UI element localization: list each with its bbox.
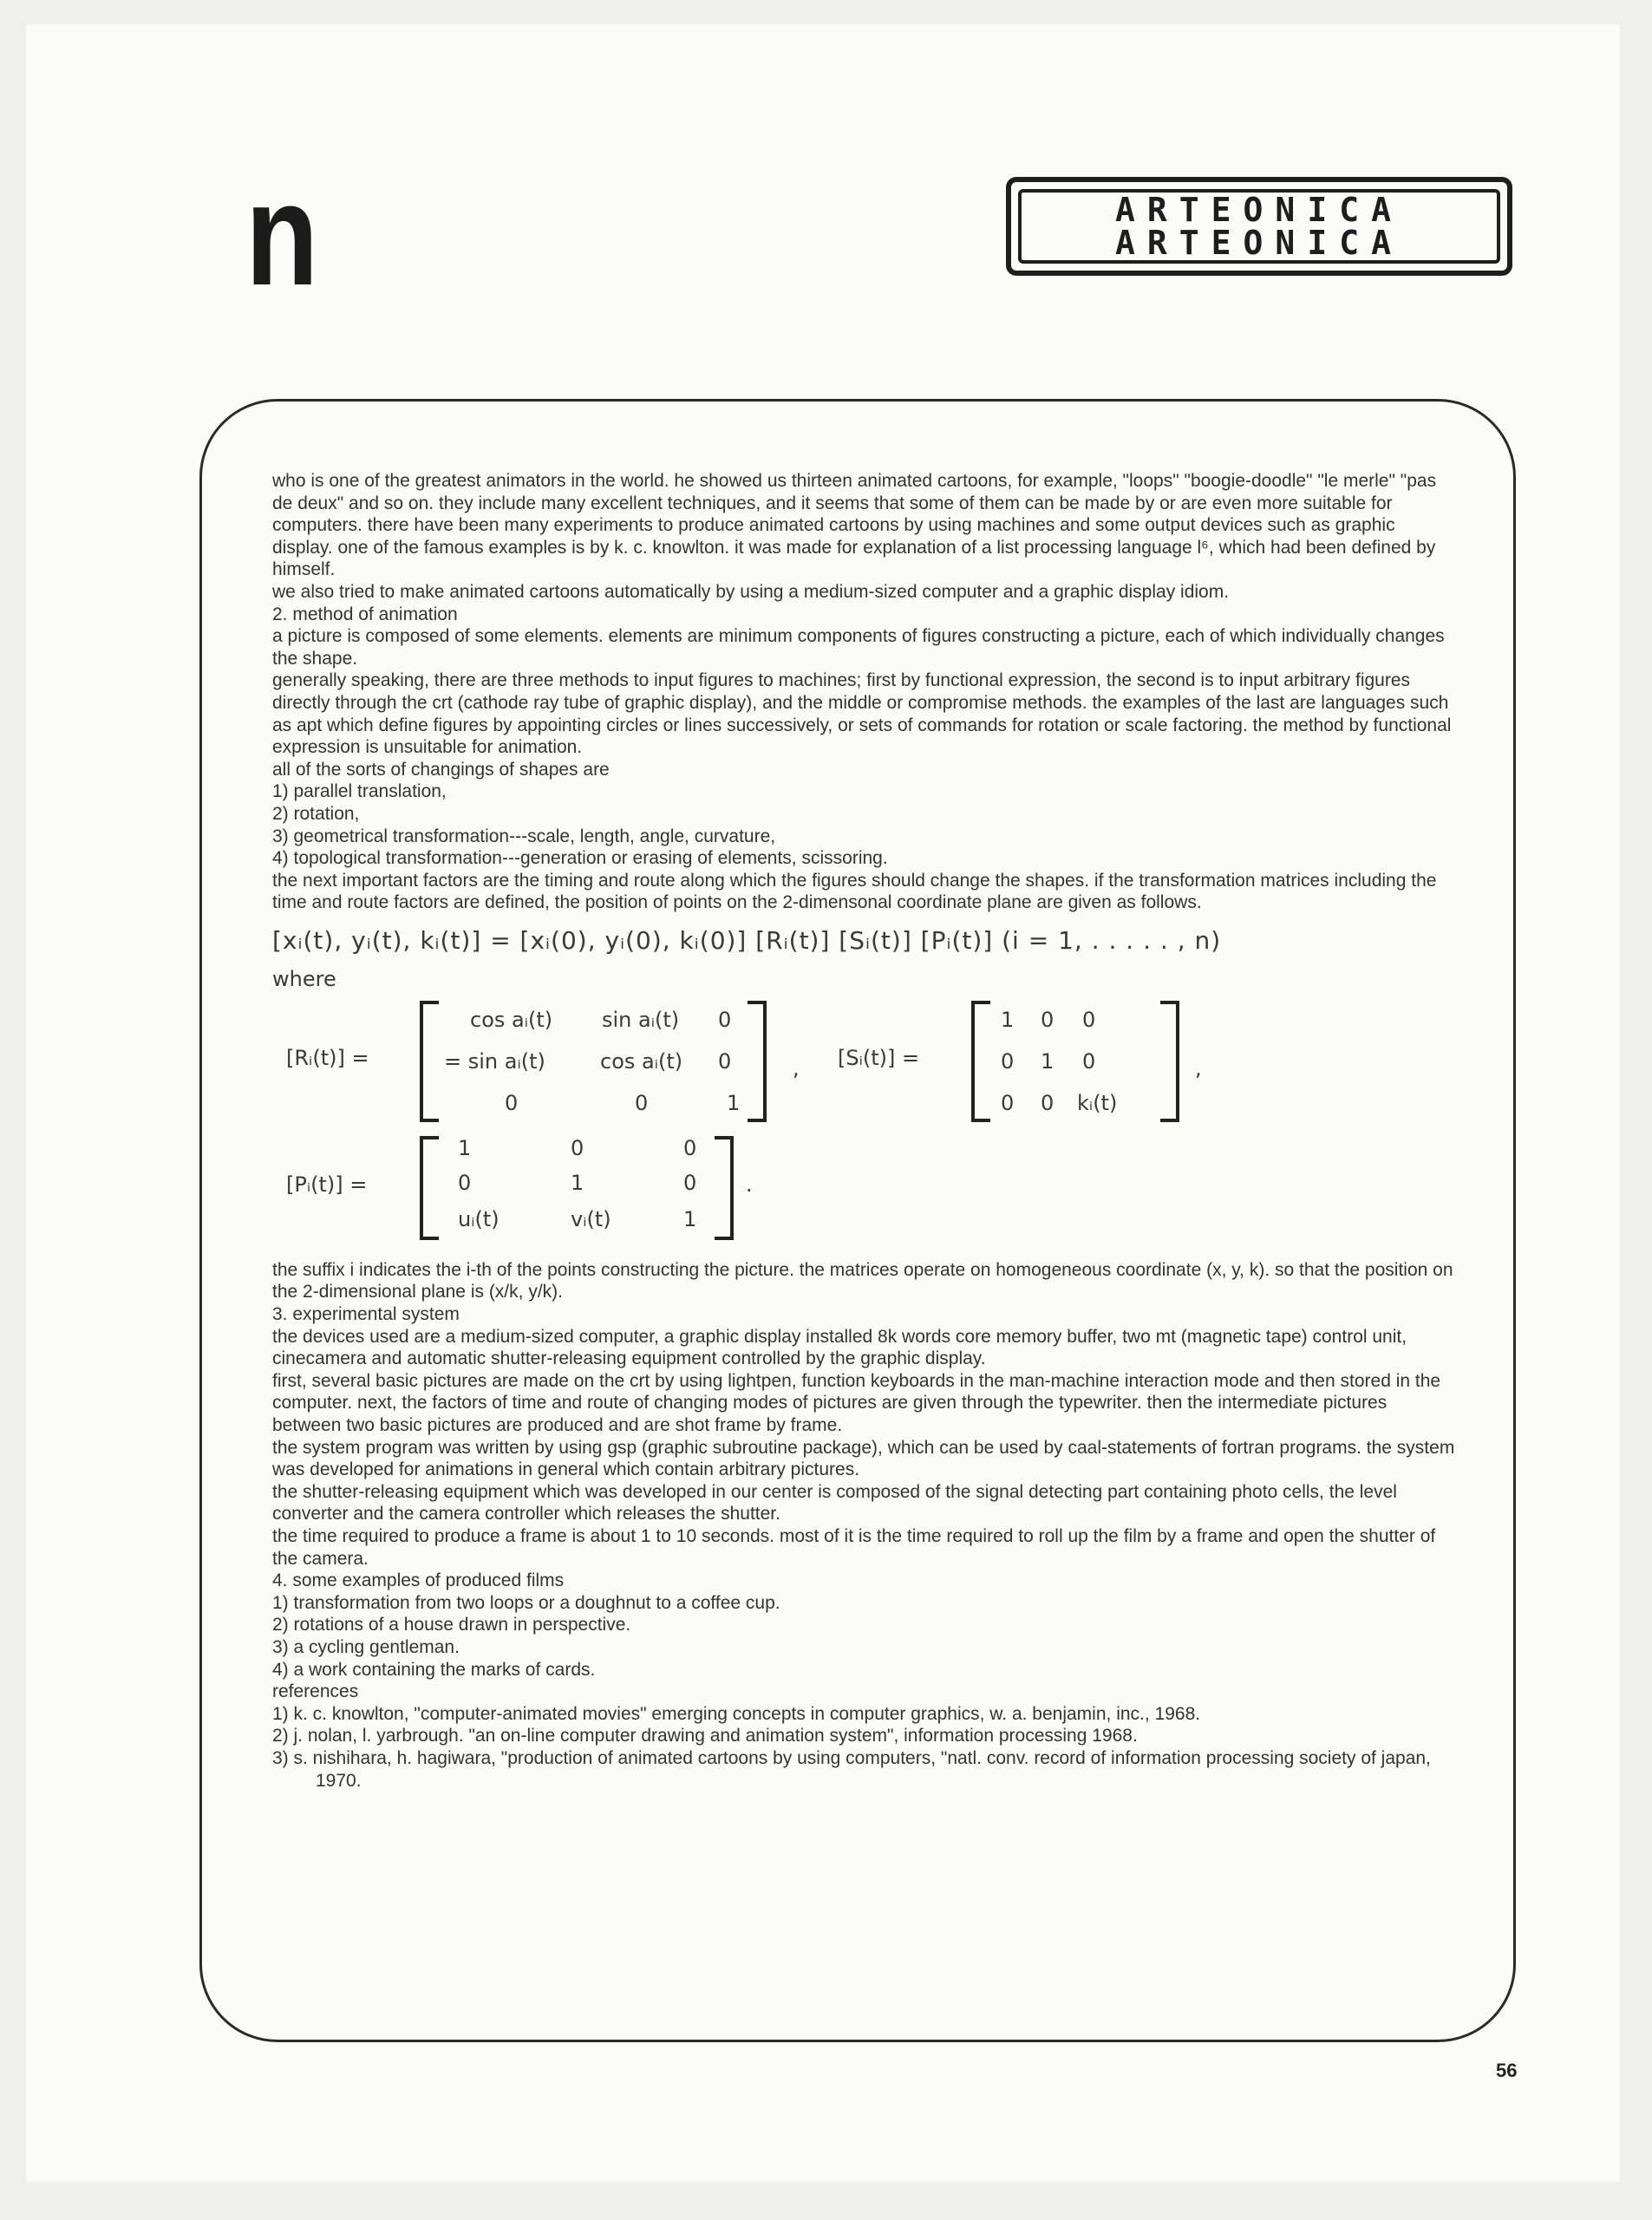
logo-line-bottom: ARTEONICA	[1115, 224, 1403, 262]
paragraph: who is one of the greatest animators in the world. he showed us thirteen animated cartoons, for example, "loops" "boogie-doodle" "le merle" "pas de deux" and so on. they include many excellent techniques, and it seems that some of them can be made by or are even more suitable for computers. there have been many experiments to produce animated cartoons by using machines and some output devices such as graphic display. one of the famous examples is by k. c. knowlton. it was made for explanation of a list processing language l⁶, which had been defined by himself.	[272, 471, 1437, 580]
bracket-right	[1160, 1001, 1179, 1122]
list-item: 4) topological transformation---generation or erasing of elements, scissoring.	[272, 848, 888, 869]
matrix-cell: 1	[1041, 1048, 1055, 1074]
matrix-comma: ,	[1195, 1055, 1202, 1081]
list-item: 3) a cycling gentleman.	[272, 1636, 460, 1657]
logo-line-top: ARTEONICA	[1115, 191, 1403, 229]
list-item: 2) rotations of a house drawn in perspective.	[272, 1615, 631, 1636]
section-heading: 3. experimental system	[272, 1304, 460, 1325]
matrix-r-label: [Rᵢ(t)] =	[286, 1045, 369, 1070]
matrix-cell: 1	[1001, 1007, 1015, 1032]
matrix-cell: 0	[505, 1090, 519, 1115]
matrix-cell: 0	[683, 1170, 697, 1195]
paragraph: the time required to produce a frame is about 1 to 10 seconds. most of it is the time required to roll up the film by a frame and open the shutter of the camera.	[272, 1526, 1436, 1569]
paragraph: the devices used are a medium-sized computer, a graphic display installed 8k words core memory buffer, two mt (magnetic tape) control unit, cinecamera and automatic shutter-releasing equipment controlled by the graphic display.	[272, 1326, 1407, 1369]
bracket-right	[715, 1136, 734, 1240]
matrix-cell: 1	[727, 1090, 741, 1115]
arteonica-logo	[1006, 177, 1512, 276]
section-letter: n	[245, 153, 316, 316]
paragraph: the shutter-releasing equipment which was developed in our center is composed of the signal detecting part containing photo cells, the level converter and the camera controller which releases the shutter.	[272, 1481, 1397, 1525]
page-number: 56	[1496, 2060, 1518, 2081]
matrix-cell: 0	[1001, 1090, 1015, 1115]
matrix-cell: 0	[718, 1048, 732, 1074]
paragraph: we also tried to make animated cartoons automatically by using a medium-sized computer and a graphic display idiom.	[272, 581, 1230, 602]
paragraph: all of the sorts of changings of shapes are	[272, 759, 610, 780]
bracket-left	[420, 1001, 439, 1122]
matrix-cell: 1	[683, 1206, 697, 1231]
matrix-cell: cos aᵢ(t)	[470, 1007, 553, 1032]
bracket-right	[748, 1001, 767, 1122]
paragraph: generally speaking, there are three methods to input figures to machines; first by functional expression, the second is to input arbitrary figures directly through the crt (cathode ray tube of graphic display), and the middle or compromise methods. the examples of the last are languages such as apt which define figures by appointing circles or lines successively, or sets of commands for rotation or scale factoring. the method by functional expression is unsuitable for animation.	[272, 670, 1452, 758]
matrix-cell: sin aᵢ(t)	[602, 1007, 680, 1032]
matrix-cell: 0	[1041, 1007, 1055, 1032]
matrix-cell: 0	[1082, 1048, 1096, 1074]
paragraph: the next important factors are the timing and route along which the figures should change the shapes. if the transformation matrices including the time and route factors are defined, the position of points on the 2-dimensonal coordinate plane are given as follows.	[272, 870, 1437, 913]
matrix-row-rs	[272, 997, 1455, 1127]
paragraph: a picture is composed of some elements. elements are minimum components of figures constructing a picture, each of which individually changes the shape.	[272, 626, 1445, 669]
section-heading: 4. some examples of produced films	[272, 1570, 565, 1591]
matrix-cell: 0	[571, 1135, 584, 1160]
matrix-row-p	[272, 1134, 1455, 1247]
matrix-comma: ,	[793, 1055, 800, 1081]
matrix-p-label: [Pᵢ(t)] =	[286, 1172, 368, 1197]
list-item: 2) rotation,	[272, 803, 360, 824]
matrix-cell: cos aᵢ(t)	[600, 1048, 683, 1074]
matrix-cell: 0	[458, 1170, 472, 1195]
list-item: 1) parallel translation,	[272, 781, 447, 802]
reference-item: 2) j. nolan, l. yarbrough. "an on-line computer drawing and animation system", information processing 1968.	[272, 1726, 1138, 1747]
matrix-cell: 0	[1041, 1090, 1055, 1115]
logo-inner-frame	[1018, 189, 1500, 264]
list-item: 4) a work containing the marks of cards.	[272, 1659, 596, 1680]
matrix-cell: 1	[458, 1135, 472, 1160]
reference-item: 3) s. nishihara, h. hagiwara, "production of animated cartoons by using computers, "natl. conv. record of information processing society of japan, 1970.	[272, 1747, 1431, 1791]
bracket-left	[971, 1001, 990, 1122]
where-label: where	[272, 966, 336, 991]
matrix-cell: = sin aᵢ(t)	[444, 1048, 545, 1074]
bracket-left	[420, 1136, 439, 1240]
matrix-cell: 1	[571, 1170, 584, 1195]
matrix-cell: 0	[1001, 1048, 1015, 1074]
main-formula: [xᵢ(t), yᵢ(t), kᵢ(t)] = [xᵢ(0), yᵢ(0), kᵢ(0)] [Rᵢ(t)] [Sᵢ(t)] [Pᵢ(t)] (i = 1, . . . . . , n)	[272, 925, 1222, 955]
paragraph: first, several basic pictures are made on the crt by using lightpen, function keyboards in the man-machine interaction mode and then stored in the computer. next, the factors of time and route of changing modes of pictures are given through the typewriter. then the intermediate pictures between two basic pictures are produced and are shot frame by frame.	[272, 1370, 1441, 1436]
matrix-cell: 0	[1082, 1007, 1096, 1032]
matrix-cell: 0	[683, 1135, 697, 1160]
paragraph: the suffix i indicates the i-th of the points constructing the picture. the matrices operate on homogeneous coordinate (x, y, k). so that the position on the 2-dimensional plane is (x/k, y/k).	[272, 1259, 1453, 1303]
paragraph: the system program was written by using gsp (graphic subroutine package), which can be used by caal-statements of fortran programs. the system was developed for animations in general which contain arbitrary pictures.	[272, 1437, 1455, 1480]
matrix-cell: uᵢ(t)	[458, 1206, 500, 1231]
article-body	[272, 470, 1455, 1792]
matrix-s-label: [Sᵢ(t)] =	[838, 1045, 920, 1070]
list-item: 3) geometrical transformation---scale, length, angle, curvature,	[272, 826, 776, 846]
list-item: 1) transformation from two loops or a doughnut to a coffee cup.	[272, 1592, 780, 1613]
reference-item: 1) k. c. knowlton, "computer-animated movies" emerging concepts in computer graphics, w. a. benjamin, inc., 1968.	[272, 1703, 1201, 1724]
matrix-cell: vᵢ(t)	[571, 1206, 611, 1231]
matrix-cell: 0	[635, 1090, 649, 1115]
matrix-cell: 0	[718, 1007, 732, 1032]
matrix-period: .	[746, 1172, 753, 1197]
references-heading: references	[272, 1681, 359, 1702]
section-heading: 2. method of animation	[272, 604, 458, 624]
matrix-cell: kᵢ(t)	[1077, 1090, 1118, 1115]
